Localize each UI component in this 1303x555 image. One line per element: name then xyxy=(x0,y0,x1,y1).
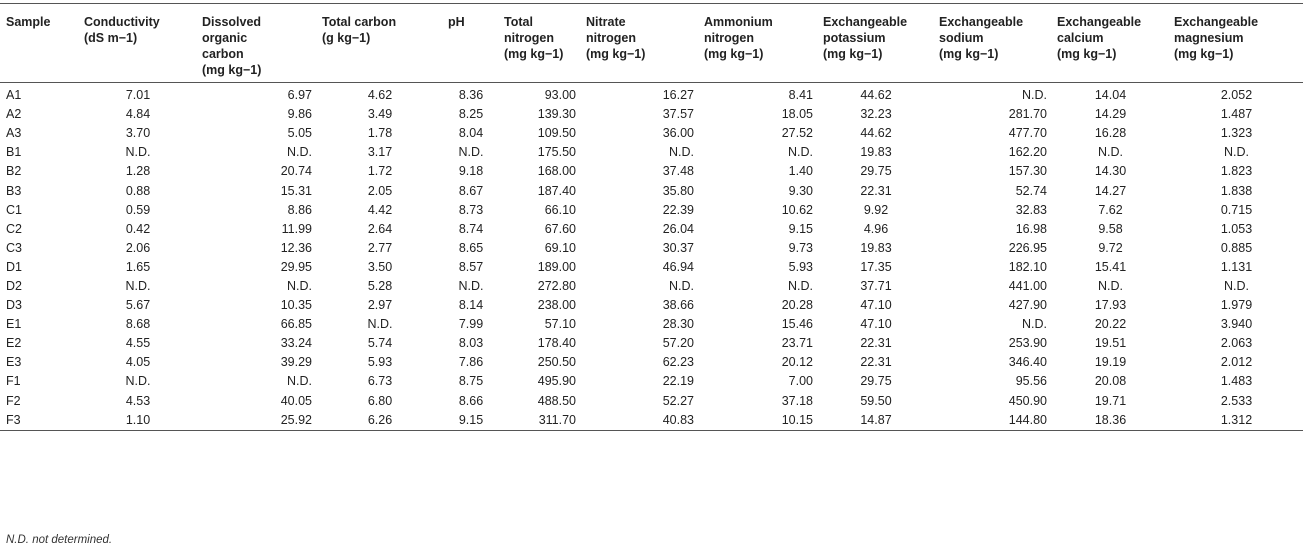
column-header xyxy=(1051,4,1168,83)
table-cell: 1.483 xyxy=(1220,374,1253,389)
table-cell: N.D. xyxy=(458,145,484,160)
table-cell: 69.10 xyxy=(544,240,576,255)
table-row xyxy=(0,124,1303,143)
table-cell: N.D. xyxy=(125,374,151,389)
table-cell: 5.67 xyxy=(125,298,151,313)
table-cell: 4.96 xyxy=(863,221,889,236)
table-cell: 7.00 xyxy=(788,374,813,389)
table-cell: 6.73 xyxy=(367,374,393,389)
table-cell: 8.04 xyxy=(458,126,484,141)
table-row xyxy=(0,105,1303,124)
table-cell: 1.053 xyxy=(1220,221,1253,236)
table-cell: 28.30 xyxy=(662,317,694,332)
table-cell: 8.36 xyxy=(458,88,484,103)
column-header-line: potassium xyxy=(823,31,886,45)
table-cell: 22.39 xyxy=(662,202,694,217)
table-cell: 14.30 xyxy=(1094,164,1127,179)
column-header-line: (mg kg−1) xyxy=(1057,47,1117,61)
table-cell: 23.71 xyxy=(781,336,813,351)
sample-id-cell: A2 xyxy=(6,107,22,122)
table-cell: 17.93 xyxy=(1094,298,1127,313)
table-cell: N.D. xyxy=(1098,278,1123,293)
table-cell: 427.90 xyxy=(1008,298,1047,313)
table-cell: 29.75 xyxy=(860,374,892,389)
table-cell: 38.66 xyxy=(662,298,694,313)
table-cell: 37.48 xyxy=(662,164,694,179)
table-body xyxy=(0,83,1303,431)
table-cell: 2.77 xyxy=(367,240,393,255)
table-cell: 238.00 xyxy=(537,298,576,313)
table-cell: 16.28 xyxy=(1094,126,1127,141)
sample-id-cell: F1 xyxy=(6,374,21,389)
column-header-line: Total carbon xyxy=(322,15,397,29)
column-header xyxy=(316,4,442,83)
table-cell: 311.70 xyxy=(538,412,576,427)
table-cell: 46.94 xyxy=(662,259,694,274)
table-row xyxy=(0,239,1303,258)
table-cell: 8.25 xyxy=(458,107,484,122)
table-cell: N.D. xyxy=(1022,317,1047,332)
table-cell: 14.87 xyxy=(860,412,892,427)
table-cell: 33.24 xyxy=(280,336,312,351)
table-cell: 2.533 xyxy=(1220,393,1253,408)
table-cell: 157.30 xyxy=(1008,164,1047,179)
table-row xyxy=(0,201,1303,220)
table-cell: 5.74 xyxy=(367,336,393,351)
table-cell: 1.40 xyxy=(788,164,813,179)
table-cell: 20.74 xyxy=(280,164,312,179)
table-cell: 27.52 xyxy=(781,126,813,141)
table-cell: 1.28 xyxy=(125,164,151,179)
table-cell: N.D. xyxy=(367,317,393,332)
table-cell: 1.10 xyxy=(125,412,151,427)
sample-id-cell: B2 xyxy=(6,164,22,179)
table-cell: 4.84 xyxy=(125,107,151,122)
table-cell: 32.23 xyxy=(860,107,892,122)
column-header xyxy=(442,4,498,83)
table-cell: 281.70 xyxy=(1008,107,1047,122)
sample-id-cell: D3 xyxy=(6,298,22,313)
table-cell: 1.487 xyxy=(1220,107,1253,122)
table-cell: 35.80 xyxy=(662,183,694,198)
table-cell: 62.23 xyxy=(662,355,694,370)
column-header-line: organic xyxy=(202,31,248,45)
table-cell: 1.838 xyxy=(1220,183,1253,198)
table-cell: 5.93 xyxy=(788,259,813,274)
table-cell: 0.42 xyxy=(125,221,151,236)
table-cell: N.D. xyxy=(669,145,694,160)
column-header-line: (mg kg−1) xyxy=(202,63,262,77)
sample-id-cell: B3 xyxy=(6,183,22,198)
sample-id-cell: C1 xyxy=(6,202,22,217)
table-cell: 9.72 xyxy=(1098,240,1123,255)
column-header xyxy=(196,4,316,83)
table-cell: 189.00 xyxy=(537,259,576,274)
table-cell: 20.28 xyxy=(781,298,813,313)
table-cell: 66.85 xyxy=(280,317,312,332)
table-cell: 488.50 xyxy=(537,393,576,408)
table-row xyxy=(0,258,1303,277)
table-cell: 93.00 xyxy=(544,88,576,103)
table-cell: 1.65 xyxy=(125,259,151,274)
table-cell: 441.00 xyxy=(1008,278,1047,293)
table-cell: 450.90 xyxy=(1008,393,1047,408)
table-cell: 66.10 xyxy=(544,202,576,217)
table-cell: 2.06 xyxy=(125,240,151,255)
table-cell: 250.50 xyxy=(537,355,576,370)
table-cell: 4.55 xyxy=(125,336,151,351)
table-cell: 37.18 xyxy=(781,393,813,408)
table-cell: 4.42 xyxy=(367,202,393,217)
table-cell: 30.37 xyxy=(662,240,694,255)
table-cell: 5.05 xyxy=(287,126,312,141)
table-cell: 8.86 xyxy=(287,202,312,217)
column-header xyxy=(933,4,1051,83)
column-header-line: Nitrate xyxy=(586,15,626,29)
column-header xyxy=(580,4,698,83)
table-cell: 8.41 xyxy=(788,88,813,103)
table-cell: 44.62 xyxy=(860,88,892,103)
column-header-line: (dS m−1) xyxy=(84,31,138,45)
table-cell: 1.823 xyxy=(1220,164,1253,179)
table-cell: 20.22 xyxy=(1094,317,1127,332)
table-cell: 20.08 xyxy=(1094,374,1127,389)
sample-id-cell: D2 xyxy=(6,278,22,293)
column-header-line: Ammonium xyxy=(704,15,773,29)
table-cell: 2.063 xyxy=(1220,336,1253,351)
table-cell: 37.57 xyxy=(662,107,694,122)
table-cell: N.D. xyxy=(788,145,813,160)
column-header xyxy=(498,4,580,83)
table-cell: 9.30 xyxy=(788,183,813,198)
column-header xyxy=(0,4,78,83)
table-cell: 2.05 xyxy=(367,183,393,198)
column-header-line: (mg kg−1) xyxy=(1174,47,1234,61)
table-cell: 4.62 xyxy=(367,88,393,103)
table-cell: 162.20 xyxy=(1008,145,1047,160)
column-header-line: Dissolved xyxy=(202,15,262,29)
table-cell: 8.68 xyxy=(125,317,151,332)
table-cell: 187.40 xyxy=(537,183,576,198)
table-header xyxy=(0,4,1303,83)
table-cell: 15.41 xyxy=(1094,259,1127,274)
table-row xyxy=(0,353,1303,372)
table-cell: 253.90 xyxy=(1008,336,1047,351)
table-cell: 3.50 xyxy=(367,259,393,274)
table-cell: 139.30 xyxy=(537,107,576,122)
table-cell: 8.67 xyxy=(458,183,484,198)
table-cell: 8.14 xyxy=(458,298,484,313)
table-cell: N.D. xyxy=(287,278,312,293)
table-cell: 52.27 xyxy=(662,393,694,408)
sample-id-cell: C2 xyxy=(6,221,22,236)
table-cell: N.D. xyxy=(287,374,312,389)
column-header-line: magnesium xyxy=(1174,31,1244,45)
table-cell: N.D. xyxy=(669,278,694,293)
column-header-line: Sample xyxy=(6,15,51,29)
table-cell: 19.19 xyxy=(1094,355,1127,370)
column-header-line: (mg kg−1) xyxy=(504,47,564,61)
column-header xyxy=(1168,4,1303,83)
table-cell: 5.28 xyxy=(367,278,393,293)
table-cell: 14.27 xyxy=(1094,183,1127,198)
table-cell: 109.50 xyxy=(537,126,576,141)
table-row xyxy=(0,143,1303,162)
table-cell: 26.04 xyxy=(662,221,694,236)
table-cell: 3.940 xyxy=(1220,317,1253,332)
footnote: N.D. not determined. xyxy=(6,534,113,546)
table-cell: 22.31 xyxy=(860,336,892,351)
table-cell: 2.012 xyxy=(1220,355,1253,370)
table-cell: 8.65 xyxy=(458,240,484,255)
table-cell: N.D. xyxy=(125,145,151,160)
table-row xyxy=(0,296,1303,315)
column-header-line: nitrogen xyxy=(504,31,554,45)
table-cell: 25.92 xyxy=(280,412,312,427)
column-header-line: sodium xyxy=(939,31,984,45)
column-header-line: Exchangeable xyxy=(1057,15,1142,29)
table-cell: 16.27 xyxy=(662,88,694,103)
table-cell: N.D. xyxy=(287,145,312,160)
table-cell: 18.36 xyxy=(1094,412,1127,427)
column-header-line: calcium xyxy=(1057,31,1104,45)
table-cell: 168.00 xyxy=(537,164,576,179)
table-cell: 19.83 xyxy=(860,145,892,160)
table-cell: 11.99 xyxy=(281,221,312,236)
table-cell: 40.05 xyxy=(280,393,312,408)
table-cell: 3.49 xyxy=(367,107,393,122)
table-cell: 178.40 xyxy=(537,336,576,351)
table-cell: 15.31 xyxy=(280,183,312,198)
column-header-line: (mg kg−1) xyxy=(823,47,883,61)
column-header-line: nitrogen xyxy=(704,31,754,45)
table-cell: 0.88 xyxy=(125,183,151,198)
column-header-line: Exchangeable xyxy=(939,15,1024,29)
table-cell: 57.10 xyxy=(544,317,576,332)
table-cell: 6.97 xyxy=(287,88,312,103)
table-cell: 346.40 xyxy=(1008,355,1047,370)
table-cell: 3.70 xyxy=(125,126,151,141)
table-cell: 9.15 xyxy=(788,221,813,236)
table-cell: 477.70 xyxy=(1008,126,1047,141)
soil-properties-table xyxy=(0,3,1303,431)
table-cell: 40.83 xyxy=(662,412,694,427)
table-cell: 67.60 xyxy=(544,221,576,236)
table-cell: 9.73 xyxy=(788,240,813,255)
table-cell: 1.979 xyxy=(1220,298,1253,313)
table-cell: 7.62 xyxy=(1098,202,1123,217)
table-cell: 19.51 xyxy=(1094,336,1127,351)
table-cell: 272.80 xyxy=(537,278,576,293)
table-cell: 8.03 xyxy=(458,336,484,351)
table-cell: 19.83 xyxy=(860,240,892,255)
table-cell: 57.20 xyxy=(662,336,694,351)
table-cell: 8.73 xyxy=(458,202,484,217)
sample-id-cell: A3 xyxy=(6,126,22,141)
table-cell: 4.05 xyxy=(125,355,151,370)
table-cell: 14.29 xyxy=(1094,107,1127,122)
column-header xyxy=(817,4,933,83)
table-cell: 18.05 xyxy=(781,107,813,122)
table-cell: 15.46 xyxy=(781,317,813,332)
table-row xyxy=(0,334,1303,353)
sample-id-cell: F3 xyxy=(6,412,21,427)
table-cell: 16.98 xyxy=(1015,221,1047,236)
table-cell: 44.62 xyxy=(860,126,892,141)
table-cell: 95.56 xyxy=(1015,374,1047,389)
table-cell: 0.59 xyxy=(125,202,151,217)
table-cell: 8.74 xyxy=(458,221,484,236)
column-header-line: (mg kg−1) xyxy=(939,47,999,61)
sample-id-cell: B1 xyxy=(6,145,22,160)
table-cell: 9.18 xyxy=(458,164,484,179)
table-cell: 9.15 xyxy=(458,412,484,427)
table-row xyxy=(0,392,1303,411)
table-cell: 2.97 xyxy=(367,298,393,313)
table-cell: 3.17 xyxy=(367,145,393,160)
sample-id-cell: E2 xyxy=(6,336,22,351)
table-row xyxy=(0,411,1303,431)
table-cell: 0.715 xyxy=(1220,202,1253,217)
table-cell: 47.10 xyxy=(860,317,892,332)
column-header-line: Total xyxy=(504,15,533,29)
table-cell: 7.99 xyxy=(458,317,484,332)
table-cell: 47.10 xyxy=(860,298,892,313)
table-cell: 5.93 xyxy=(367,355,393,370)
table-cell: 1.131 xyxy=(1220,259,1253,274)
header-row xyxy=(0,4,1303,83)
table-row xyxy=(0,83,1303,106)
column-header xyxy=(78,4,196,83)
table-cell: 182.10 xyxy=(1008,259,1047,274)
table-cell: N.D. xyxy=(788,278,813,293)
table-row xyxy=(0,181,1303,200)
table-cell: 8.66 xyxy=(458,393,484,408)
column-header-line: Exchangeable xyxy=(823,15,908,29)
sample-id-cell: C3 xyxy=(6,240,22,255)
table-cell: 6.80 xyxy=(367,393,393,408)
column-header-line: (mg kg−1) xyxy=(704,47,764,61)
table-cell: 17.35 xyxy=(860,259,892,274)
table-cell: 7.86 xyxy=(458,355,484,370)
table-cell: N.D. xyxy=(125,278,151,293)
table-cell: 0.885 xyxy=(1220,240,1253,255)
table-cell: 144.80 xyxy=(1008,412,1047,427)
table-cell: 39.29 xyxy=(280,355,312,370)
table-cell: 10.35 xyxy=(280,298,312,313)
table-cell: 10.15 xyxy=(781,412,813,427)
table-cell: N.D. xyxy=(458,278,484,293)
sample-id-cell: D1 xyxy=(6,259,22,274)
table-cell: 8.57 xyxy=(458,259,484,274)
table-cell: 9.92 xyxy=(863,202,889,217)
column-header xyxy=(698,4,817,83)
table-cell: N.D. xyxy=(1022,88,1047,103)
table-cell: 1.323 xyxy=(1220,126,1253,141)
table-row xyxy=(0,277,1303,296)
table-cell: N.D. xyxy=(1098,145,1123,160)
table-cell: 52.74 xyxy=(1015,183,1047,198)
column-header-line: nitrogen xyxy=(586,31,636,45)
column-header-line: carbon xyxy=(202,47,244,61)
table-cell: 6.26 xyxy=(367,412,393,427)
sample-id-cell: E3 xyxy=(6,355,22,370)
table-cell: 19.71 xyxy=(1094,393,1127,408)
sample-id-cell: E1 xyxy=(6,317,22,332)
column-header-line: Conductivity xyxy=(84,15,160,29)
table-cell: 22.31 xyxy=(860,355,892,370)
table-cell: 175.50 xyxy=(537,145,576,160)
table-cell: 14.04 xyxy=(1094,88,1127,103)
table-cell: 10.62 xyxy=(781,202,813,217)
table-cell: 1.312 xyxy=(1220,412,1253,427)
table-cell: 32.83 xyxy=(1015,202,1047,217)
table-cell: 29.95 xyxy=(280,259,312,274)
table-cell: N.D. xyxy=(1224,278,1249,293)
table-cell: 2.64 xyxy=(367,221,393,236)
table-cell: 29.75 xyxy=(860,164,892,179)
table-cell: 2.052 xyxy=(1220,88,1253,103)
table-cell: 495.90 xyxy=(537,374,576,389)
table-row xyxy=(0,220,1303,239)
table-cell: 1.72 xyxy=(367,164,393,179)
sample-id-cell: A1 xyxy=(6,88,22,103)
column-header-line: Exchangeable xyxy=(1174,15,1259,29)
column-header-line: pH xyxy=(448,15,465,29)
sample-id-cell: F2 xyxy=(6,393,21,408)
table-cell: 8.75 xyxy=(458,374,484,389)
table-cell: 1.78 xyxy=(367,126,393,141)
table-cell: 4.53 xyxy=(125,393,151,408)
table-cell: N.D. xyxy=(1224,145,1249,160)
table-cell: 9.58 xyxy=(1098,221,1123,236)
table-cell: 37.71 xyxy=(860,278,892,293)
table-cell: 12.36 xyxy=(280,240,312,255)
table-cell: 226.95 xyxy=(1008,240,1047,255)
table-cell: 36.00 xyxy=(662,126,694,141)
column-header-line: (g kg−1) xyxy=(322,31,371,45)
table-row xyxy=(0,315,1303,334)
table-row xyxy=(0,372,1303,391)
table-cell: 22.31 xyxy=(860,183,892,198)
table-row xyxy=(0,162,1303,181)
table-cell: 20.12 xyxy=(781,355,813,370)
table-cell: 9.86 xyxy=(287,107,312,122)
table-cell: 22.19 xyxy=(662,374,694,389)
column-header-line: (mg kg−1) xyxy=(586,47,646,61)
table-cell: 59.50 xyxy=(860,393,892,408)
table-cell: 7.01 xyxy=(125,88,151,103)
